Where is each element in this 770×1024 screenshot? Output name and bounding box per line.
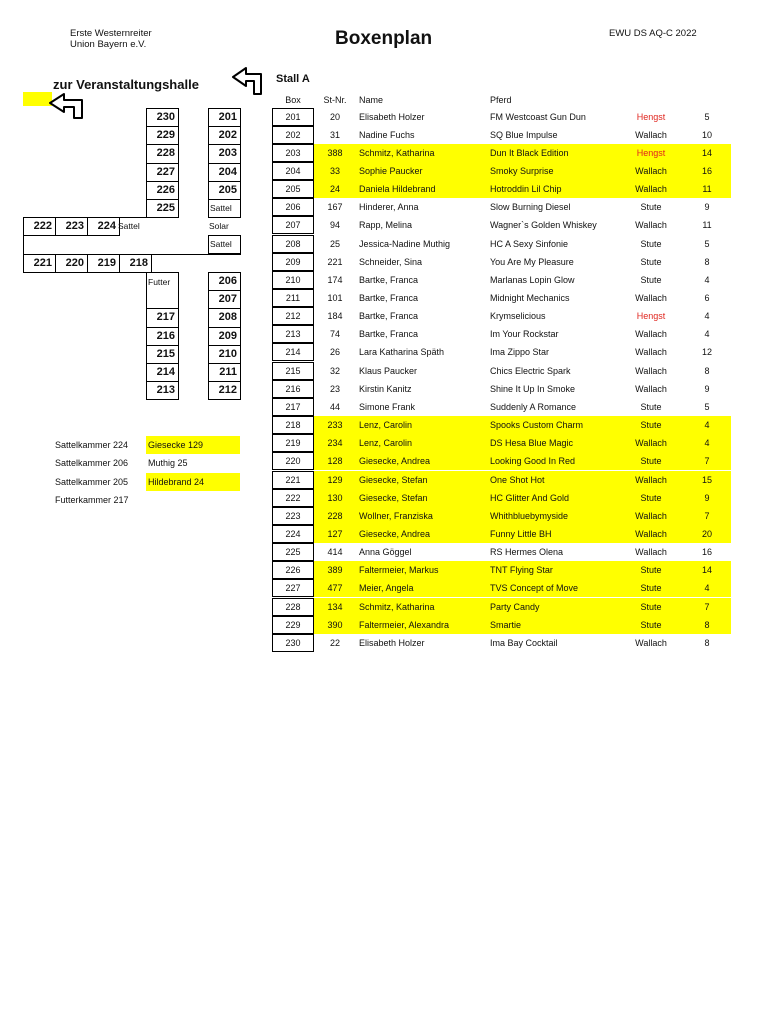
horse-sex-cell: Wallach [635,383,667,394]
horse-name-cell: Dun It Black Edition [490,147,569,158]
horse-sex-cell: Stute [640,420,662,431]
rider-name-cell: Schmitz, Katharina [359,601,435,612]
start-number-cell: 22 [329,637,340,648]
box-number-cell: 222 [272,489,314,507]
horse-name-cell: Whithbluebymyside [490,510,569,521]
horse-name-cell: Smoky Surprise [490,165,554,176]
stall-number: 203 [218,147,237,160]
stall-number: 201 [218,111,237,123]
start-number-cell: 20 [329,111,340,122]
horse-age-cell: 12 [701,347,712,358]
horse-sex-cell: Stute [640,619,662,630]
feed-room-label: Futter [148,277,171,287]
stall-number: 226 [156,183,175,196]
stall-number: 227 [156,165,175,178]
tack-room-owner: Muthig 25 [148,458,188,469]
horse-sex-cell: Stute [640,583,662,594]
rider-name-cell: Elisabeth Holzer [359,111,425,122]
horse-sex-cell: Stute [640,492,662,503]
start-number-cell: 389 [327,565,343,576]
stall-number: 204 [218,165,237,178]
horse-sex-cell: Wallach [635,365,667,376]
hall-direction-label: zur Veranstaltungshalle [53,77,199,92]
rider-name-cell: Faltermeier, Markus [359,565,439,576]
horse-name-cell: TNT Flying Star [490,565,553,576]
horse-name-cell: Marlanas Lopin Glow [490,274,575,285]
box-number-cell: 215 [272,362,314,380]
rider-name-cell: Meier, Angela [359,583,414,594]
event-code: EWU DS AQ-C 2022 [609,28,697,39]
horse-name-cell: HC Glitter And Gold [490,492,570,503]
box-number-cell: 210 [272,271,314,289]
rider-name-cell: Bartke, Franca [359,311,419,322]
start-number-cell: 388 [327,147,343,158]
stall-number: 217 [156,311,175,324]
horse-sex-cell: Wallach [635,347,667,358]
box-number-cell: 224 [272,525,314,543]
horse-age-cell: 7 [704,456,710,467]
rider-name-cell: Daniela Hildebrand [359,184,436,195]
wall-line [23,217,147,218]
box-number-cell: 227 [272,579,314,597]
horse-age-cell: 4 [704,274,710,285]
horse-age-cell: 7 [704,510,710,521]
rider-name-cell: Giesecke, Andrea [359,456,431,467]
stall-label: Stall A [276,73,310,85]
stall-number: 207 [218,293,237,306]
tack-room-name: Sattelkammer 206 [55,458,129,469]
horse-sex-cell: Wallach [635,129,667,140]
solar-label: Solar [209,221,229,231]
start-number-cell: 94 [329,220,340,231]
tack-room-name: Sattelkammer 224 [55,440,129,450]
rider-name-cell: Giesecke, Andrea [359,528,431,539]
horse-age-cell: 16 [701,547,712,558]
horse-age-cell: 8 [704,619,710,630]
horse-age-cell: 14 [701,565,712,576]
horse-name-cell: Im Your Rockstar [490,329,559,340]
horse-age-cell: 14 [701,147,712,158]
rider-name-cell: Bartke, Franca [359,329,419,340]
stall-number: 223 [65,220,84,232]
stall-number: 224 [97,220,116,232]
horse-name-cell: Hotroddin Lil Chip [490,184,562,195]
horse-age-cell: 9 [704,383,710,394]
rider-name-cell: Rapp, Melina [359,220,413,231]
stall-number: 228 [156,147,175,160]
box-number-cell: 209 [272,253,314,271]
stall-number: 219 [97,257,116,269]
start-number-cell: 414 [327,547,343,558]
horse-sex-cell: Wallach [635,293,667,303]
horse-age-cell: 5 [704,401,710,412]
horse-age-cell: 16 [701,165,712,176]
box-number-cell: 220 [272,452,314,470]
rider-name-cell: Kirstin Kanitz [359,383,412,394]
rider-name-cell: Simone Frank [359,401,416,412]
tack-room-owner: Giesecke 129 [148,440,204,450]
tack-room-owner: Hildebrand 24 [148,476,205,487]
page-title: Boxenplan [335,28,433,49]
stall-number: 222 [33,220,52,232]
start-number-cell: 233 [327,420,343,431]
stall-number: 210 [218,347,237,360]
stall-number: 213 [156,384,175,397]
column-header-box: Box [285,95,301,105]
start-number-cell: 44 [329,401,340,412]
start-number-cell: 167 [327,202,343,213]
turn-left-arrow-icon [44,92,86,120]
column-header-horse: Pferd [490,95,512,105]
rider-name-cell: Nadine Fuchs [359,129,415,140]
start-number-cell: 477 [327,583,343,594]
horse-sex-cell: Wallach [635,474,667,485]
horse-name-cell: You Are My Pleasure [490,256,574,267]
horse-age-cell: 9 [704,492,710,503]
horse-age-cell: 5 [704,238,710,249]
wall-line [23,235,24,254]
tack-room-name: Futterkammer 217 [55,494,129,505]
horse-sex-cell: Stute [640,601,662,612]
box-number-cell: 228 [272,598,314,616]
rider-name-cell: Giesecke, Stefan [359,474,428,485]
stall-number: 214 [156,366,175,378]
horse-name-cell: TVS Concept of Move [490,583,579,594]
horse-sex-cell: Hengst [636,311,666,322]
horse-sex-cell: Stute [640,401,662,412]
horse-age-cell: 11 [702,184,712,195]
horse-name-cell: DS Hesa Blue Magic [490,438,574,449]
start-number-cell: 25 [329,238,340,249]
start-number-cell: 74 [329,329,340,340]
box-number-cell: 221 [272,471,314,489]
stall-number: 230 [156,111,175,123]
column-header-number: St-Nr. [323,95,347,105]
horse-name-cell: Midnight Mechanics [490,293,570,303]
turn-left-arrow-icon [230,66,264,96]
horse-age-cell: 4 [704,420,710,431]
start-number-cell: 101 [327,293,343,303]
box-number-cell: 203 [272,144,314,162]
horse-sex-cell: Hengst [636,111,666,122]
horse-age-cell: 4 [704,329,710,340]
box-number-cell: 217 [272,398,314,416]
horse-name-cell: Funny Little BH [490,528,552,539]
stall-number: 229 [156,129,175,142]
stall-number: 215 [156,347,175,360]
box-number-cell: 208 [272,235,314,253]
box-number-cell: 212 [272,307,314,325]
horse-sex-cell: Wallach [635,220,667,231]
organization-name [70,28,152,50]
start-number-cell: 228 [327,510,343,521]
horse-name-cell: Spooks Custom Charm [490,420,584,431]
stall-number: 220 [65,257,84,269]
horse-sex-cell: Wallach [635,438,667,449]
start-number-cell: 31 [329,129,340,140]
stall-number: 209 [218,329,237,342]
stall-number: 216 [156,329,175,342]
horse-sex-cell: Stute [640,565,662,576]
start-number-cell: 130 [327,492,343,503]
start-number-cell: 128 [327,456,343,467]
horse-sex-cell: Stute [640,274,662,285]
stall-number: 208 [218,311,237,324]
start-number-cell: 23 [329,383,340,394]
horse-name-cell: Chics Electric Spark [490,365,571,376]
column-header-name: Name [359,95,384,105]
start-number-cell: 234 [327,438,343,449]
horse-age-cell: 8 [704,365,710,376]
horse-name-cell: Wagner`s Golden Whiskey [490,220,597,231]
org-line-1: Erste Westernreiter [70,28,152,39]
horse-name-cell: Krymselicious [490,311,546,322]
box-number-cell: 219 [272,434,314,452]
horse-age-cell: 10 [701,129,712,140]
horse-name-cell: Suddenly A Romance [490,401,577,412]
horse-name-cell: SQ Blue Impulse [490,129,558,140]
box-number-cell: 201 [272,108,314,126]
horse-sex-cell: Hengst [636,147,666,158]
box-number-cell: 216 [272,380,314,398]
stall-number: 202 [218,129,237,142]
rider-name-cell: Schmitz, Katharina [359,147,435,158]
horse-name-cell: RS Hermes Olena [490,547,564,558]
horse-sex-cell: Stute [640,456,662,467]
stall-number: 212 [218,384,237,397]
stall-number: 211 [219,366,237,378]
start-number-cell: 184 [327,311,343,322]
horse-name-cell: Ima Zippo Star [490,347,550,358]
box-number-cell: 202 [272,126,314,144]
start-number-cell: 24 [329,184,340,195]
rider-name-cell: Schneider, Sina [359,256,423,267]
start-number-cell: 26 [329,347,340,358]
box-number-cell: 218 [272,416,314,434]
horse-name-cell: One Shot Hot [490,474,545,485]
horse-name-cell: Looking Good In Red [490,456,576,467]
tack-room-name: Sattelkammer 205 [55,476,129,487]
stall-number: 225 [156,202,175,214]
horse-sex-cell: Wallach [635,528,667,539]
box-number-cell: 225 [272,543,314,561]
horse-age-cell: 4 [704,583,710,594]
tack-room-label: Sattel [210,239,232,249]
horse-name-cell: Ima Bay Cocktail [490,637,558,648]
horse-age-cell: 6 [704,293,710,303]
horse-age-cell: 15 [701,474,712,485]
box-number-cell: 204 [272,162,314,180]
horse-sex-cell: Wallach [635,165,667,176]
rider-name-cell: Lara Katharina Späth [359,347,445,358]
horse-age-cell: 9 [704,202,710,213]
box-number-cell: 213 [272,325,314,343]
horse-age-cell: 20 [701,528,712,539]
org-line-2: Union Bayern e.V. [70,39,147,50]
start-number-cell: 134 [327,601,343,612]
horse-sex-cell: Wallach [635,510,667,521]
stall-number: 206 [218,275,237,287]
rider-name-cell: Bartke, Franca [359,274,419,285]
box-number-cell: 206 [272,198,314,216]
stall-number: 205 [218,183,237,196]
horse-name-cell: Shine It Up In Smoke [490,383,576,394]
horse-sex-cell: Stute [640,238,662,249]
rider-name-cell: Elisabeth Holzer [359,637,425,648]
rider-name-cell: Lenz, Carolin [359,420,413,431]
horse-age-cell: 4 [704,311,710,322]
horse-sex-cell: Wallach [635,547,667,558]
box-number-cell: 214 [272,343,314,361]
horse-age-cell: 8 [704,256,710,267]
horse-age-cell: 7 [704,601,710,612]
box-number-cell: 207 [272,216,314,234]
start-number-cell: 127 [327,528,343,539]
box-number-cell: 211 [272,289,314,307]
horse-sex-cell: Stute [640,256,662,267]
tack-room-label: Sattel [210,203,232,213]
rider-name-cell: Lenz, Carolin [359,438,413,449]
start-number-cell: 32 [329,365,340,376]
rider-name-cell: Giesecke, Stefan [359,492,428,503]
horse-sex-cell: Stute [640,202,662,213]
rider-name-cell: Klaus Paucker [359,365,418,376]
rider-name-cell: Wollner, Franziska [359,510,433,521]
stall-number: 221 [33,257,52,269]
horse-age-cell: 5 [704,111,710,122]
horse-name-cell: FM Westcoast Gun Dun [490,111,586,122]
rider-name-cell: Bartke, Franca [359,293,419,303]
start-number-cell: 174 [327,274,343,285]
horse-name-cell: Slow Burning Diesel [490,202,571,213]
horse-age-cell: 11 [702,220,712,231]
horse-sex-cell: Wallach [635,637,667,648]
box-number-cell: 229 [272,616,314,634]
horse-name-cell: HC A Sexy Sinfonie [490,238,569,249]
horse-age-cell: 8 [704,637,710,648]
horse-sex-cell: Wallach [635,184,667,195]
horse-sex-cell: Wallach [635,329,667,340]
box-number-cell: 223 [272,507,314,525]
start-number-cell: 33 [329,165,340,176]
rider-name-cell: Hinderer, Anna [359,202,419,213]
rider-name-cell: Faltermeier, Alexandra [359,619,450,630]
box-number-cell: 230 [272,634,314,652]
tack-room-label: Sattel [118,221,140,231]
start-number-cell: 129 [327,474,343,485]
horse-age-cell: 4 [704,438,710,449]
horse-name-cell: Smartie [490,619,522,630]
box-number-cell: 205 [272,180,314,198]
box-number-cell: 226 [272,561,314,579]
horse-name-cell: Party Candy [490,601,540,612]
rider-name-cell: Jessica-Nadine Muthig [359,238,451,249]
stall-number: 218 [129,257,148,269]
rider-name-cell: Sophie Paucker [359,165,423,176]
rider-name-cell: Anna Göggel [359,547,412,558]
start-number-cell: 221 [327,256,343,267]
start-number-cell: 390 [327,619,343,630]
